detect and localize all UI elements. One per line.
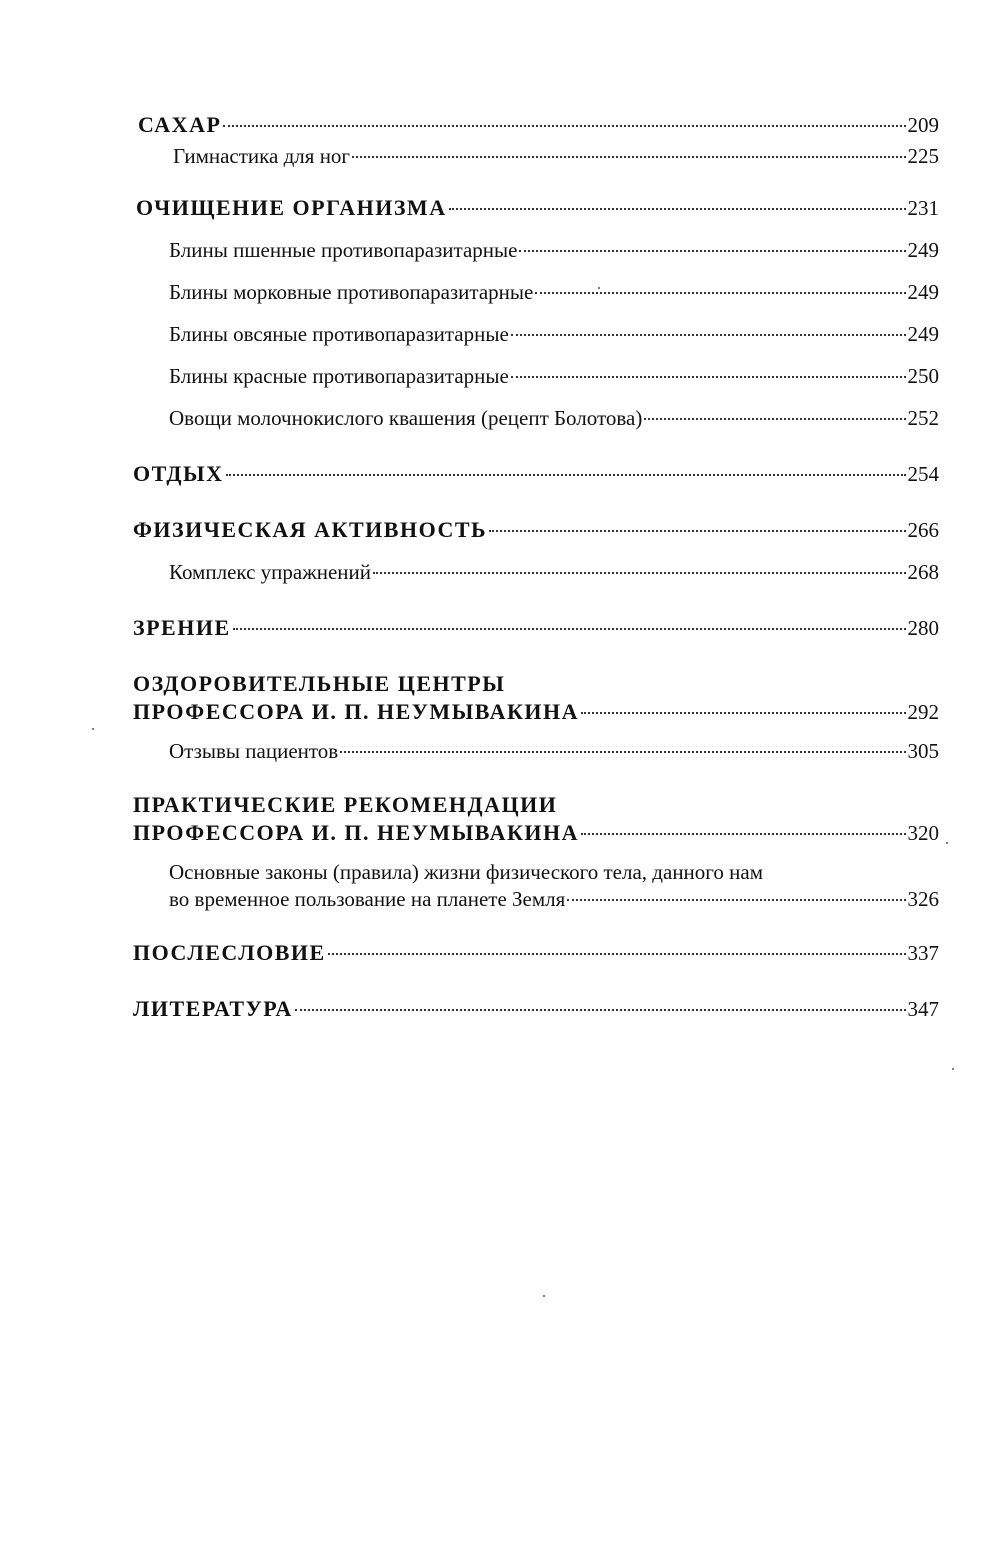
toc-entry-title: Гимнастика для ног bbox=[173, 144, 351, 168]
toc-entry-page: 250 bbox=[907, 364, 939, 388]
toc-entry-title: САХАР bbox=[138, 112, 222, 137]
toc-entry-patient-reviews bbox=[133, 739, 939, 764]
dot-leader bbox=[511, 334, 906, 336]
toc-entry-line2 bbox=[133, 699, 939, 725]
toc-entry-title: ЛИТЕРАТУРА bbox=[133, 996, 293, 1021]
toc-entry-page: 254 bbox=[907, 462, 939, 486]
dot-leader bbox=[489, 530, 905, 532]
dot-leader bbox=[644, 418, 905, 420]
toc-entry-oat-pancakes bbox=[133, 322, 939, 347]
dot-leader bbox=[449, 208, 906, 210]
toc-entry-page: 252 bbox=[907, 406, 939, 430]
dot-leader bbox=[352, 156, 905, 158]
toc-entry-page: 249 bbox=[907, 280, 939, 304]
toc-entry-page: 326 bbox=[907, 887, 939, 911]
toc-entry-title: ПОСЛЕСЛОВИЕ bbox=[133, 940, 326, 965]
toc-entry-title-line1: ОЗДОРОВИТЕЛЬНЫЕ ЦЕНТРЫ bbox=[133, 671, 506, 696]
toc-entry-physical-activity bbox=[133, 517, 939, 543]
scan-speck bbox=[543, 1295, 545, 1297]
toc-entry-title: Отзывы пациентов bbox=[169, 739, 339, 763]
toc-entry-title: во временное пользование на планете Земля bbox=[169, 887, 566, 911]
toc-entry-line2 bbox=[133, 820, 939, 846]
toc-entry-title: ОТДЫХ bbox=[133, 461, 224, 486]
toc-entry-title: ФИЗИЧЕСКАЯ АКТИВНОСТЬ bbox=[133, 517, 488, 542]
toc-entry-millet-pancakes bbox=[133, 238, 939, 263]
toc-entry-page: 347 bbox=[907, 997, 939, 1021]
toc-entry-page: 268 bbox=[907, 560, 939, 584]
toc-entry-page: 292 bbox=[907, 700, 939, 724]
toc-entry-title: Блины морковные противопаразитарные bbox=[169, 280, 534, 304]
toc-entry-cleansing bbox=[136, 195, 939, 221]
toc-entry-title: Блины красные противопаразитарные bbox=[169, 364, 509, 388]
toc-entry-sugar bbox=[138, 112, 939, 138]
toc-entry-title: ПРОФЕССОРА И. П. НЕУМЫВАКИНА bbox=[133, 820, 580, 845]
scan-speck bbox=[952, 1068, 954, 1070]
toc-entry-page: 280 bbox=[907, 616, 939, 640]
toc-entry-vision bbox=[133, 615, 939, 641]
dot-leader bbox=[567, 899, 905, 901]
toc-entry-page: 337 bbox=[907, 941, 939, 965]
toc-entry-title: Блины овсяные противопаразитарные bbox=[169, 322, 509, 346]
table-of-contents bbox=[133, 112, 939, 1022]
toc-entry-page: 231 bbox=[907, 196, 939, 220]
dot-leader bbox=[295, 1009, 906, 1011]
toc-entry-title-line1: Основные законы (правила) жизни физического тела, данного нам bbox=[169, 860, 763, 884]
toc-entry-page: 320 bbox=[907, 821, 939, 845]
toc-entry-rest bbox=[133, 461, 939, 487]
toc-entry-page: 305 bbox=[907, 739, 939, 763]
dot-leader bbox=[581, 833, 905, 835]
dot-leader bbox=[581, 712, 905, 714]
toc-entry-exercise-set bbox=[133, 560, 939, 585]
toc-entry-carrot-pancakes bbox=[133, 280, 939, 305]
dot-leader bbox=[233, 628, 906, 630]
dot-leader bbox=[340, 751, 905, 753]
toc-entry-leg-gymnastics bbox=[133, 144, 939, 169]
dot-leader bbox=[519, 250, 905, 252]
dot-leader bbox=[223, 125, 905, 127]
scan-speck bbox=[946, 842, 948, 844]
dot-leader bbox=[535, 292, 905, 294]
toc-entry-red-pancakes bbox=[133, 364, 939, 389]
scan-speck bbox=[92, 728, 94, 730]
toc-entry-afterword bbox=[133, 940, 939, 966]
toc-entry-title: ОЧИЩЕНИЕ ОРГАНИЗМА bbox=[136, 195, 447, 220]
toc-entry-title: ЗРЕНИЕ bbox=[133, 615, 231, 640]
toc-entry-title: Комплекс упражнений bbox=[169, 560, 371, 584]
toc-entry-fermented-vegetables bbox=[133, 406, 939, 431]
toc-entry-page: 209 bbox=[907, 113, 939, 137]
toc-entry-health-centers bbox=[133, 671, 939, 725]
dot-leader bbox=[328, 953, 906, 955]
toc-entry-title: Овощи молочнокислого квашения (рецепт Болотова) bbox=[169, 406, 643, 430]
toc-entry-literature bbox=[133, 996, 939, 1022]
toc-entry-basic-laws bbox=[133, 860, 939, 912]
dot-leader bbox=[373, 572, 906, 574]
toc-entry-title: ПРОФЕССОРА И. П. НЕУМЫВАКИНА bbox=[133, 699, 580, 724]
toc-entry-line2 bbox=[133, 887, 939, 912]
toc-entry-page: 266 bbox=[907, 518, 939, 542]
toc-entry-page: 225 bbox=[907, 144, 939, 168]
toc-entry-title-line1: ПРАКТИЧЕСКИЕ РЕКОМЕНДАЦИИ bbox=[133, 792, 558, 817]
toc-entry-page: 249 bbox=[907, 238, 939, 262]
scan-speck bbox=[598, 287, 600, 289]
dot-leader bbox=[226, 474, 906, 476]
toc-entry-title: Блины пшенные противопаразитарные bbox=[169, 238, 518, 262]
toc-entry-practical-recommendations bbox=[133, 792, 939, 846]
dot-leader bbox=[511, 376, 906, 378]
toc-entry-page: 249 bbox=[907, 322, 939, 346]
